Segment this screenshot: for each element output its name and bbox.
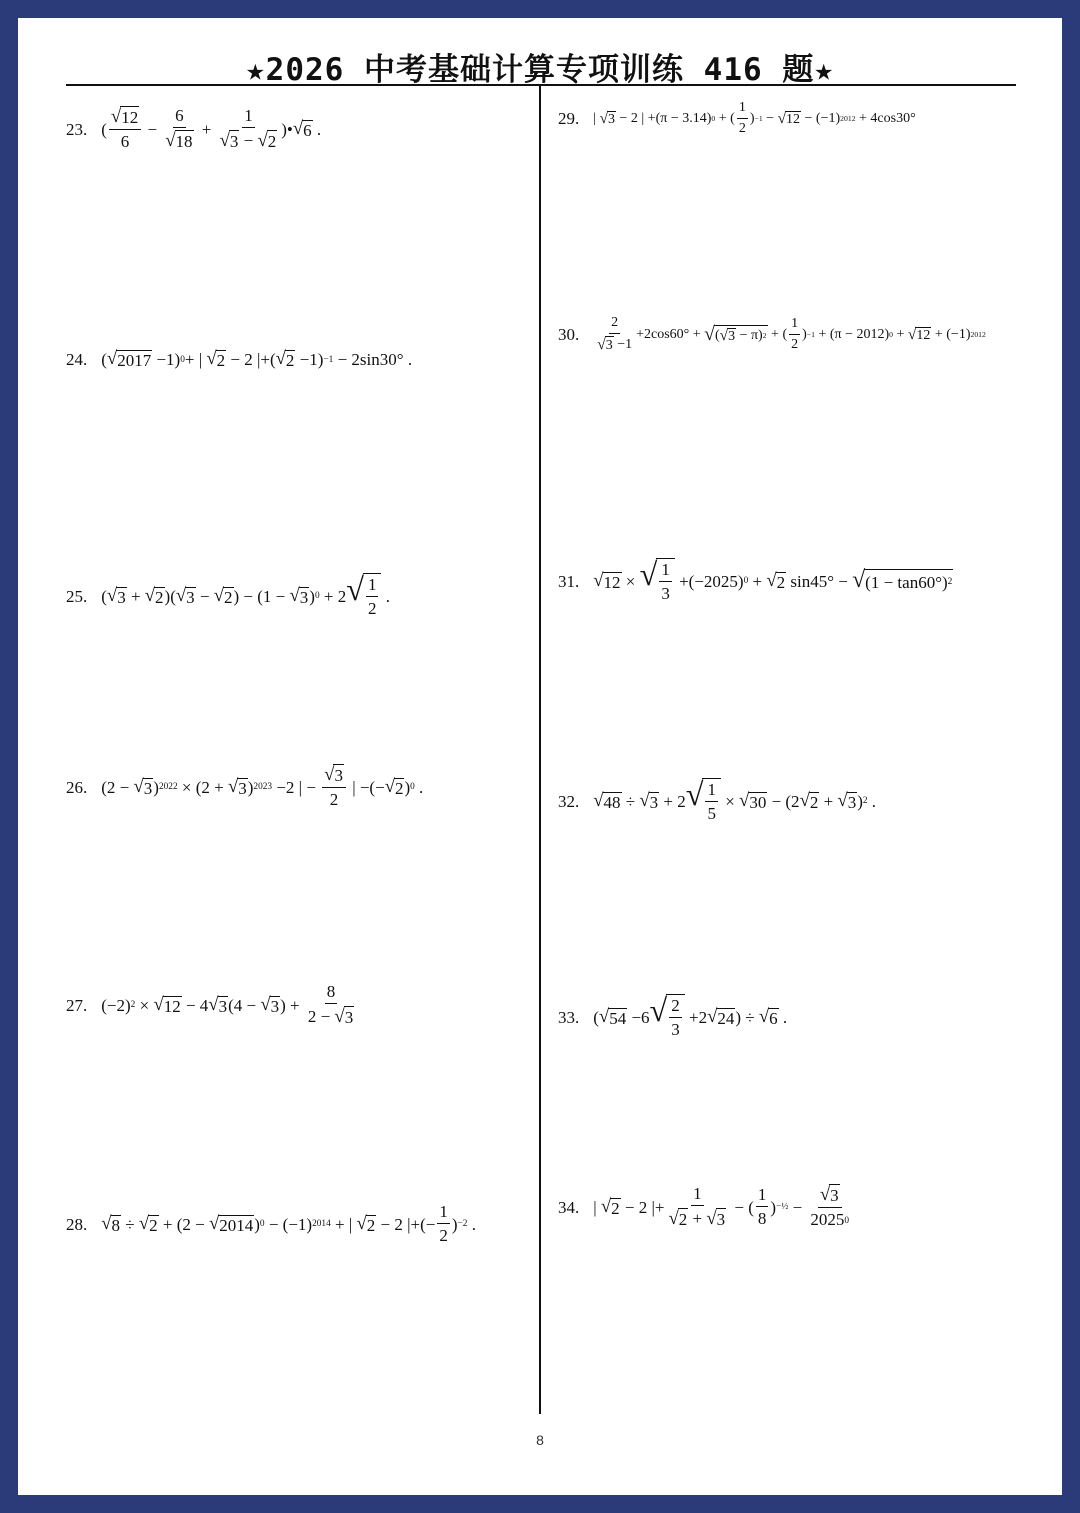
problem-23 bbox=[66, 106, 321, 153]
title-rule bbox=[66, 84, 1016, 86]
problem-number: 30. bbox=[558, 325, 580, 345]
problem-expression: (2 − √ 3 ) 2022 × (2 + √ 3 ) 2023 −2 | − √ 3 2 | −(− √ 2 ) 0 . bbox=[101, 764, 424, 810]
problem-expression: ( √ 54 −6 √ $\frac{2}{3}$ +2 √ 24 ) ÷ √ 6 . bbox=[593, 992, 788, 1040]
problem-expression: ( √ 3 + √ 2 )( √ 3 − √ 2 ) − (1 − √ 3 ) 0 + 2 √ $\frac{1}{2}$ . bbox=[101, 571, 390, 619]
problem-29 bbox=[558, 100, 916, 138]
problem-number: 29. bbox=[558, 109, 580, 129]
problem-expression: | √ 3 − 2 | +(π − 3.14) 0 + ( $\frac{1}{2}$ ) −1 − √ 12 − (−1) 2012 + 4cos30° bbox=[593, 100, 916, 136]
problem-expression: √ 48 ÷ √ 3 + 2 √ $\frac{1}{5}$ × √ 30 − (2 √ 2 + √ 3 ) 2 . bbox=[593, 776, 877, 824]
problem-32 bbox=[558, 778, 876, 825]
problem-27 bbox=[66, 982, 358, 1029]
page-number: 8 bbox=[536, 1432, 544, 1448]
problem-28 bbox=[66, 1202, 476, 1247]
worksheet-page bbox=[18, 18, 1062, 1495]
problem-number: 33. bbox=[558, 1007, 580, 1027]
problem-number: 28. bbox=[66, 1214, 88, 1234]
problem-number: 25. bbox=[66, 586, 88, 606]
problem-number: 31. bbox=[558, 571, 580, 591]
problem-expression: √ 12 × √ $\frac{1}{3}$ +(−2025) 0 + √ 2 sin45° − √ (1 − tan60°) 2 bbox=[593, 556, 953, 604]
problem-34 bbox=[558, 1184, 853, 1231]
problem-number: 24. bbox=[66, 350, 88, 369]
problem-expression: √ 8 ÷ √ 2 + (2 − √ 2014 ) 0 − (−1) 2014 + | √ 2 − 2 |+(− $\frac{1}{2}$ ) −2 . bbox=[101, 1202, 476, 1246]
problem-expression: | √ 2 − 2 |+ 1 √ 2 + √ 3 − ( $\frac{1}{8}$ ) −½ − √ 3 2025 0 bbox=[593, 1184, 850, 1230]
problem-number: 32. bbox=[558, 791, 580, 811]
problem-number: 34. bbox=[558, 1197, 580, 1217]
page-title: ★2026 中考基础计算专项训练 416 题★ bbox=[246, 52, 834, 88]
problem-expression: ( √ 2017 −1) 0 + | √ 2 − 2 |+( √ 2 −1) −1 − 2sin30° . bbox=[101, 348, 413, 370]
problem-30 bbox=[558, 315, 986, 355]
problem-expression: 2 √ 3 −1 +2cos60° + √ ( √ 3 − π) 2 + ( $\frac{1}{2}$ ) −1 + (π − 2012) 0 + √ 12 + (−1) 2012 bbox=[597, 315, 986, 353]
problem-24 bbox=[66, 350, 412, 369]
problem-number: 27. bbox=[66, 995, 88, 1015]
problem-31 bbox=[558, 558, 953, 605]
problem-number: 23. bbox=[66, 119, 88, 139]
problem-number: 26. bbox=[66, 777, 88, 797]
problem-33 bbox=[558, 994, 787, 1041]
column-divider bbox=[539, 86, 541, 1414]
problem-26 bbox=[66, 764, 423, 811]
problem-expression: (−2) 2 × √ 12 − 4 √ 3 (4 − √ 3 ) + 8 2 − √ 3 bbox=[101, 982, 354, 1028]
problem-expression: ( √ 12 6 − 6 √ 18 + 1 √ 3 − √ 2 )• √ 6 . bbox=[101, 106, 322, 152]
problem-25 bbox=[66, 573, 390, 620]
